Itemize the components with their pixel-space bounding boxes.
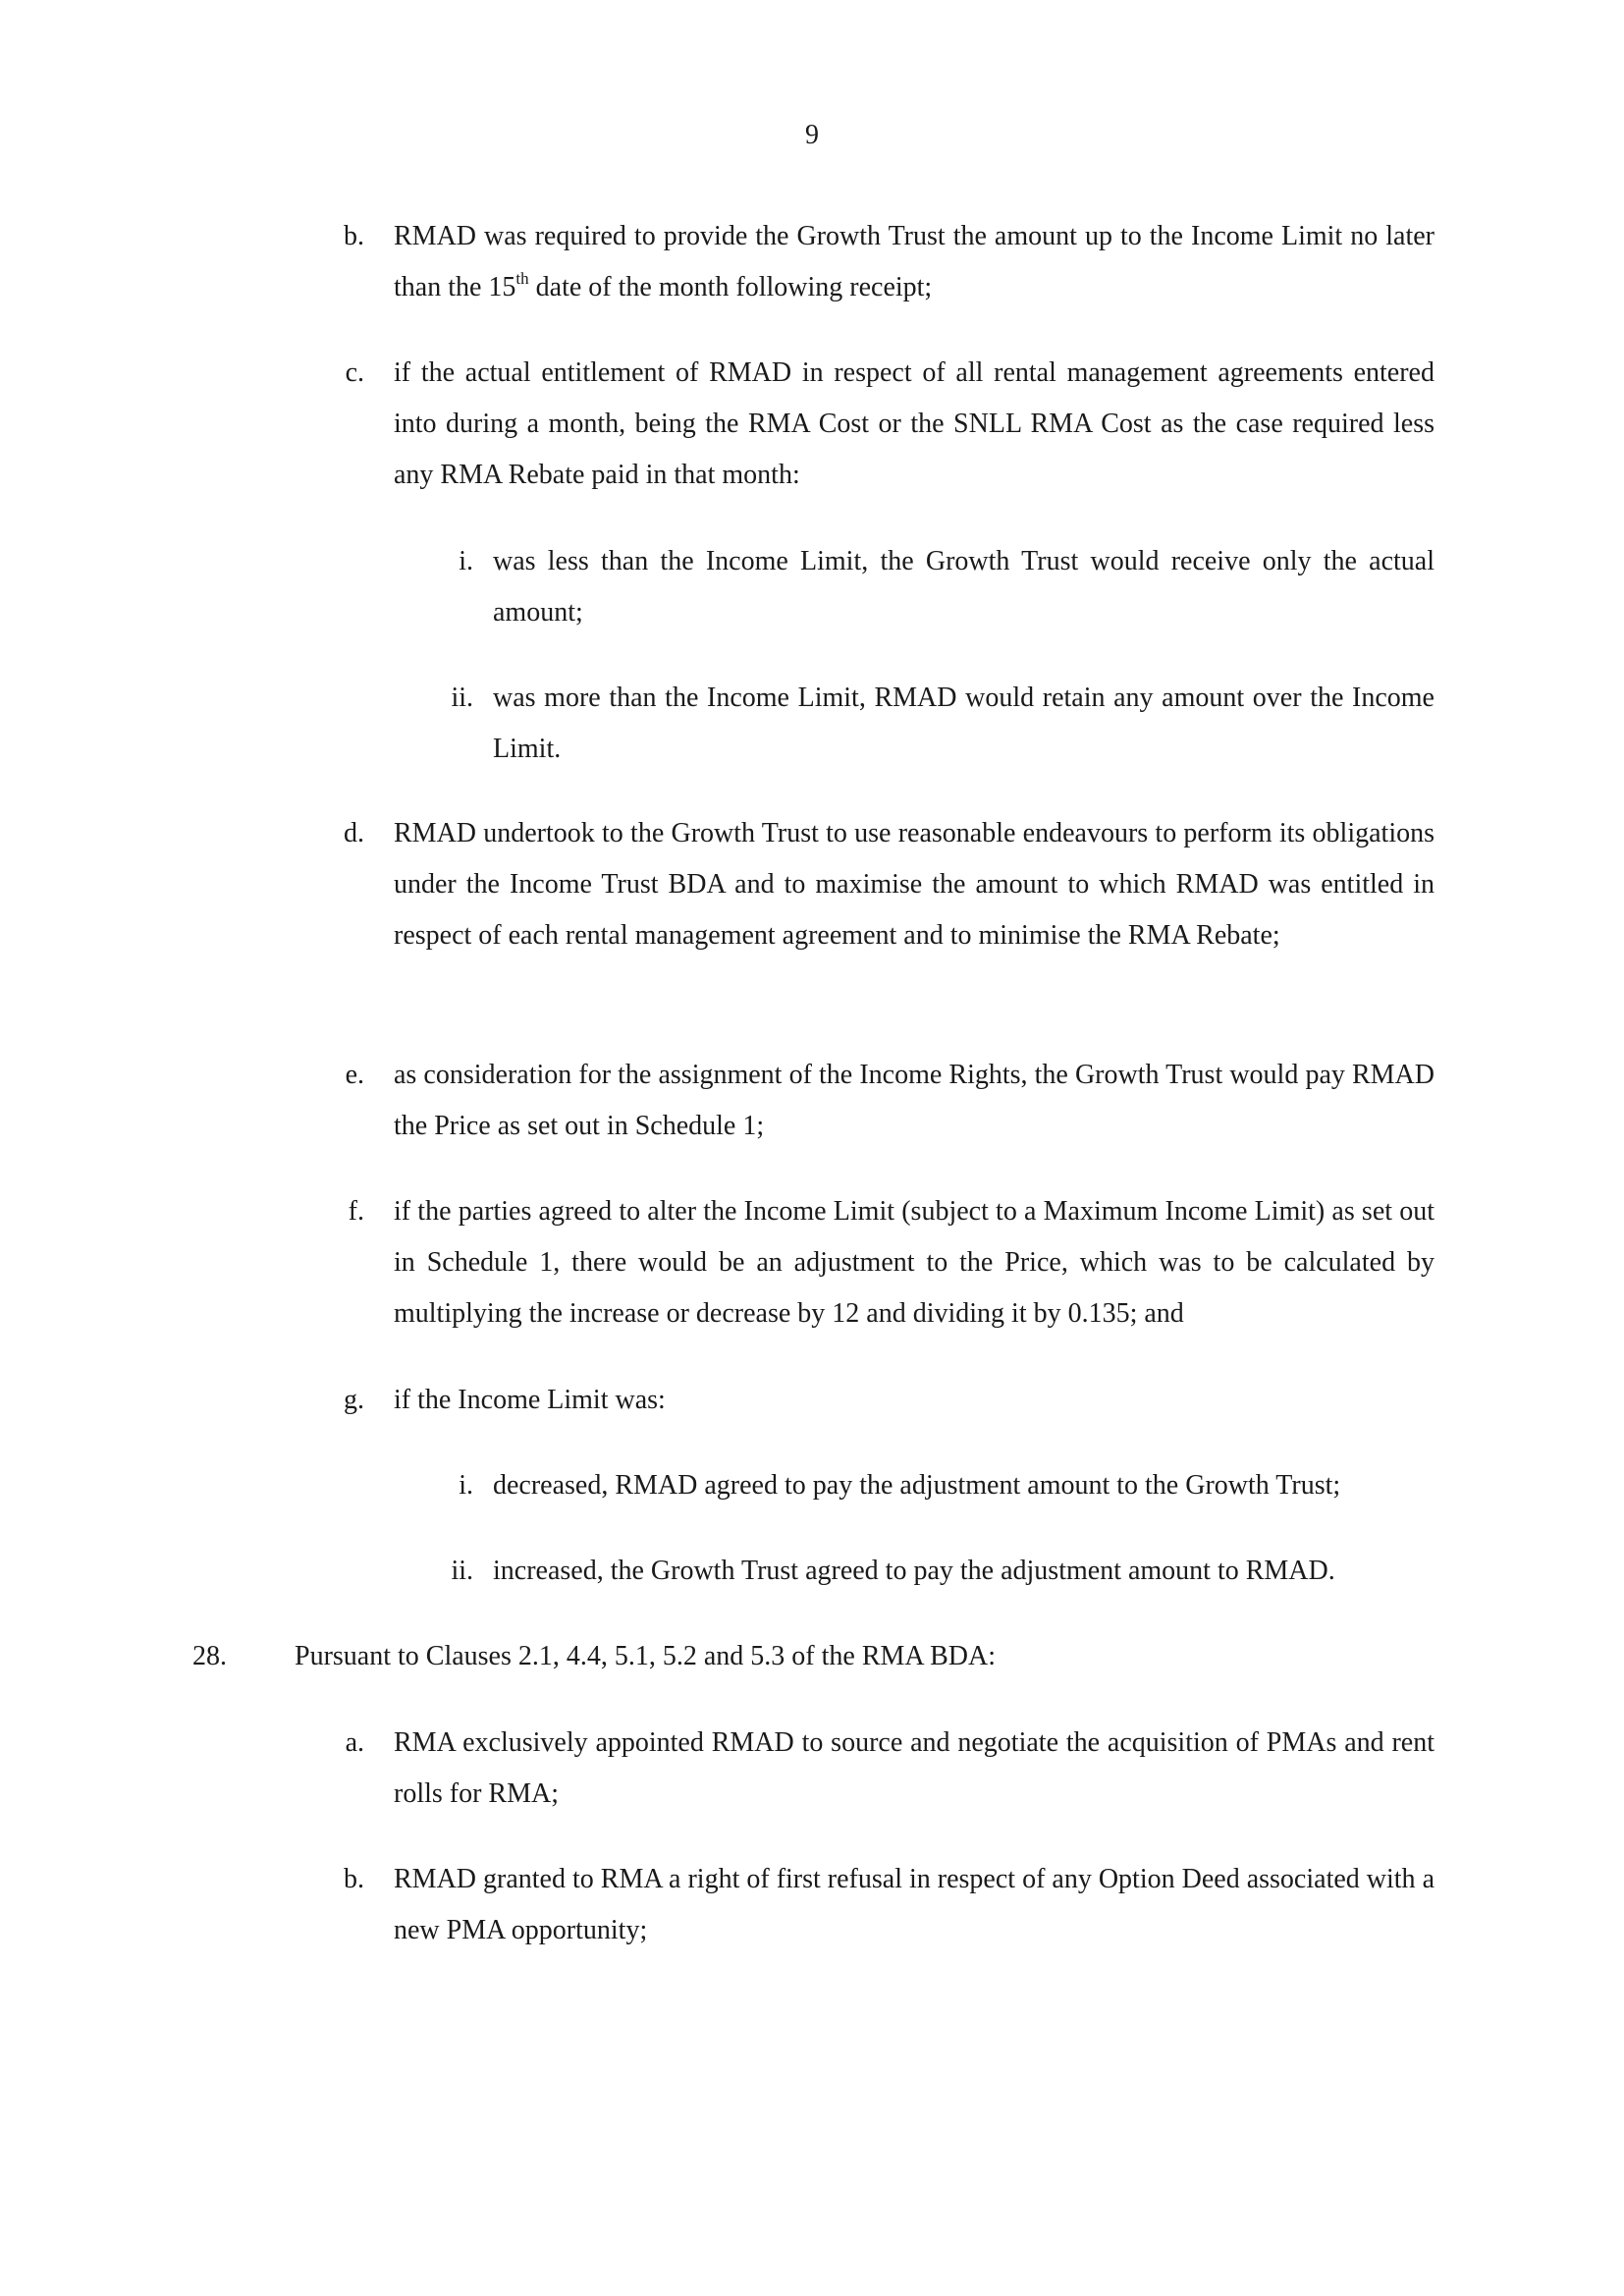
paragraph-28: [192, 1631, 1435, 1682]
list-item-f: [348, 1186, 1435, 1339]
sublist-item-c-ii: [451, 673, 1435, 775]
list-item-text: RMA exclusively appointed RMAD to source and negotiate the acquisition of PMAs and rent rolls for RMA;: [394, 1727, 1435, 1809]
list-marker: i.: [459, 1470, 473, 1501]
paragraph-text: Pursuant to Clauses 2.1, 4.4, 5.1, 5.2 and 5.3 of the RMA BDA:: [295, 1641, 996, 1671]
list-item-text: was more than the Income Limit, RMAD would retain any amount over the Income Limit.: [493, 683, 1435, 764]
list-item-b: [344, 211, 1435, 313]
sublist-item-g-i: [459, 1460, 1435, 1511]
list-marker: ii.: [451, 683, 473, 713]
paragraph-number: 28.: [192, 1641, 227, 1671]
list-item-c: [345, 348, 1435, 501]
list-item-text: if the parties agreed to alter the Income Limit (subject to a Maximum Income Limit) as set out in Schedule 1, there would be an adjustment to the Price, which was to be calculated by multiplying the increase or decrease by 12 and dividing it by 0.135; and: [394, 1196, 1435, 1329]
ordinal-suffix: th: [515, 269, 529, 288]
list-item-text: RMAD was required to provide the Growth Trust the amount up to the Income Limit no later than the 15th date of the month following receipt;: [394, 221, 1435, 302]
list-item-text: RMAD granted to RMA a right of first refusal in respect of any Option Deed associated with a new PMA opportunity;: [394, 1864, 1435, 1945]
list-item-text: increased, the Growth Trust agreed to pay the adjustment amount to RMAD.: [493, 1556, 1335, 1586]
list-item-e: [345, 1050, 1435, 1152]
list-marker: b.: [344, 221, 364, 251]
sublist-item-g-ii: [451, 1546, 1435, 1597]
list-item-text: if the Income Limit was:: [394, 1385, 666, 1415]
list-marker: b.: [344, 1864, 364, 1894]
sublist-item-c-i: [459, 536, 1435, 638]
list-marker: a.: [345, 1727, 364, 1758]
list-marker: i.: [459, 546, 473, 576]
list-item-a: [345, 1718, 1435, 1820]
list-item-text: if the actual entitlement of RMAD in respect of all rental management agreements entered into during a month, being the RMA Cost or the SNLL RMA Cost as the case required less any RMA Rebate paid in that month:: [394, 357, 1435, 490]
list-marker: g.: [344, 1385, 364, 1415]
list-marker: e.: [345, 1060, 364, 1090]
list-item-b-2: [344, 1854, 1435, 1956]
page-number: 9: [805, 120, 819, 150]
list-item-text: decreased, RMAD agreed to pay the adjustment amount to the Growth Trust;: [493, 1470, 1341, 1501]
list-item-d: [344, 808, 1435, 961]
list-item-text: was less than the Income Limit, the Growth Trust would receive only the actual amount;: [493, 546, 1435, 628]
list-item-g: [344, 1375, 1435, 1426]
list-marker: f.: [348, 1196, 364, 1227]
list-marker: ii.: [451, 1556, 473, 1586]
list-item-text: as consideration for the assignment of the Income Rights, the Growth Trust would pay RMAD the Price as set out in Schedule 1;: [394, 1060, 1435, 1141]
list-item-text: RMAD undertook to the Growth Trust to use reasonable endeavours to perform its obligations under the Income Trust BDA and to maximise the amount to which RMAD was entitled in respect of each rental management agreement and to minimise the RMA Rebate;: [394, 818, 1435, 951]
list-marker: c.: [345, 357, 364, 388]
list-marker: d.: [344, 818, 364, 848]
